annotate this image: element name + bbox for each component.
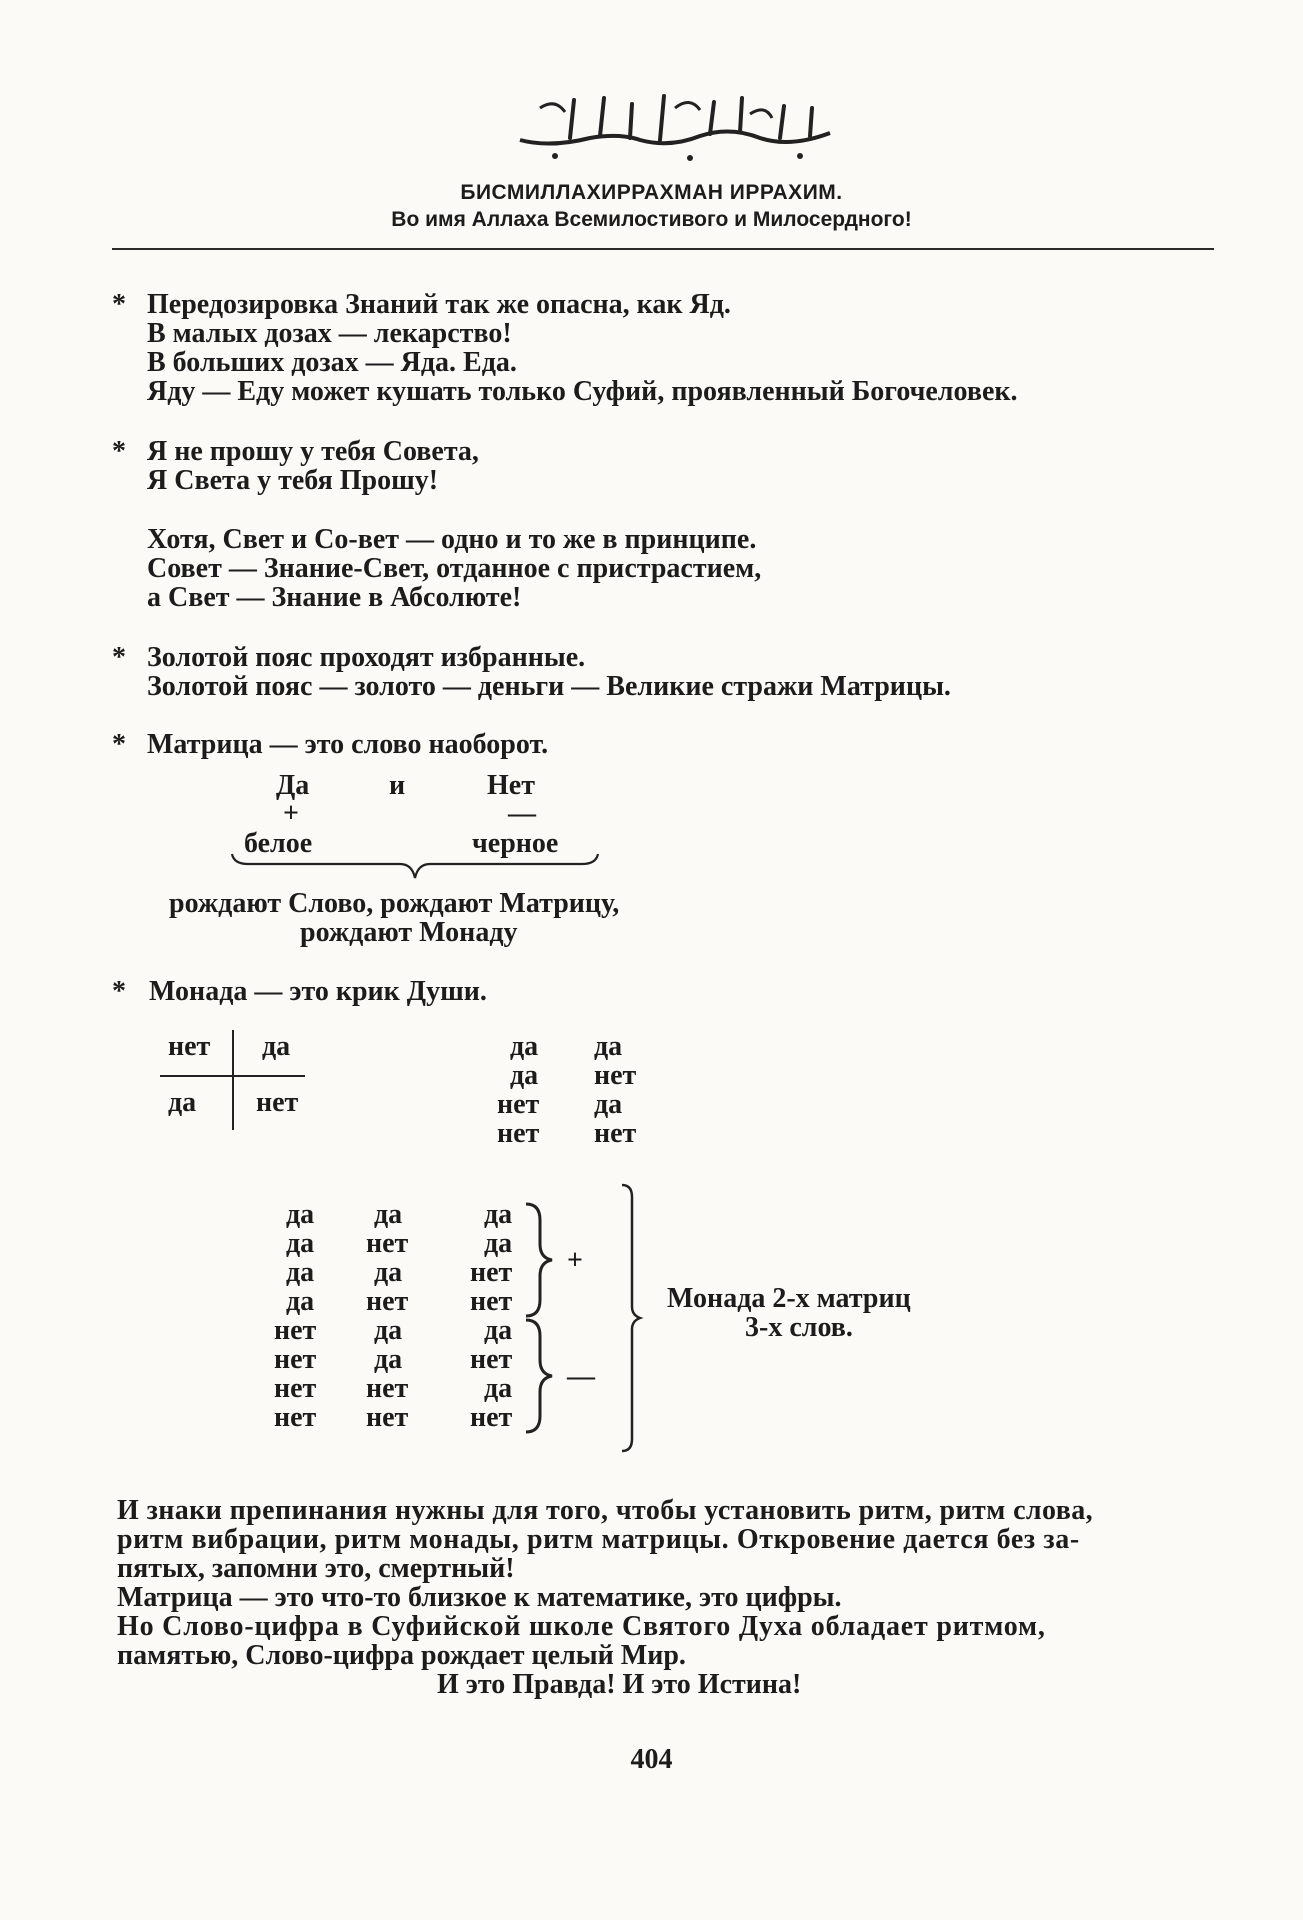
- word-white: белое: [244, 828, 313, 859]
- pair-cell: да: [594, 1089, 623, 1120]
- heading-title: БИСМИЛЛАХИРРАХМАН ИРРАХИМ.: [460, 181, 843, 204]
- triple-cell: нет: [366, 1228, 409, 1259]
- triple-cell: да: [374, 1199, 403, 1230]
- block2-line-1: Я не прошу у тебя Совета,: [147, 436, 479, 467]
- triple-cell: да: [286, 1228, 315, 1259]
- sign-plus: +: [283, 798, 299, 829]
- pair-cell: да: [510, 1060, 539, 1091]
- triple-cell: да: [484, 1228, 513, 1259]
- triple-cell: да: [286, 1257, 315, 1288]
- word-no: Нет: [487, 770, 535, 801]
- block5-result-1: рождают Слово, рождают Матрицу,: [169, 888, 620, 919]
- block4-line-1: Золотой пояс проходят избранные.: [147, 642, 586, 673]
- bullet-5: *: [112, 729, 126, 760]
- triple-cell: да: [374, 1257, 403, 1288]
- triples-label-2: 3-х слов.: [745, 1312, 853, 1343]
- heading-subtitle: Во имя Аллаха Всемилостивого и Милосердного!: [391, 208, 912, 231]
- block6-line: Монада — это крик Души.: [149, 976, 487, 1007]
- block3-line-3: а Свет — Знание в Абсолюте!: [147, 582, 522, 613]
- closing-line-3: пятых, запомни это, смертный!: [117, 1553, 515, 1584]
- triple-cell: нет: [366, 1402, 409, 1433]
- word-yes: Да: [276, 770, 310, 801]
- underbrace-icon: [230, 852, 600, 882]
- triple-cell: да: [286, 1199, 315, 1230]
- triple-cell: нет: [366, 1286, 409, 1317]
- page-number: 404: [630, 1744, 673, 1775]
- bullet-1: *: [112, 289, 126, 320]
- bullet-2: *: [112, 436, 126, 467]
- pair-cell: да: [510, 1031, 539, 1062]
- pair-cell: да: [594, 1031, 623, 1062]
- triple-cell: нет: [274, 1344, 317, 1375]
- divider: [112, 248, 1214, 250]
- triple-cell: да: [484, 1315, 513, 1346]
- triple-cell: нет: [274, 1402, 317, 1433]
- basmala-icon: [510, 78, 840, 168]
- closing-line-1: И знаки препинания нужны для того, чтобы установить ритм, ритм слова,: [117, 1495, 1094, 1526]
- triples-label-1: Монада 2-х матриц: [667, 1283, 911, 1314]
- block2-line-2: Я Света у тебя Прошу!: [147, 465, 439, 496]
- triple-cell: нет: [470, 1257, 513, 1288]
- yes-no-grid: [160, 1030, 310, 1130]
- triples-minus: —: [567, 1361, 595, 1392]
- triple-cell: нет: [274, 1373, 317, 1404]
- closing-final: И это Правда! И это Истина!: [437, 1669, 802, 1700]
- pair-cell: нет: [594, 1060, 637, 1091]
- triple-cell: да: [484, 1199, 513, 1230]
- block1-line-4: Яду — Еду может кушать только Суфий, проявленный Богочеловек.: [147, 376, 1018, 407]
- grid-cell: нет: [168, 1031, 211, 1062]
- block4-line-2: Золотой пояс — золото — деньги — Великие стражи Матрицы.: [147, 671, 951, 702]
- pair-cell: нет: [497, 1118, 540, 1149]
- brace-icon: [518, 1200, 558, 1440]
- closing-line-5: Но Слово-цифра в Суфийской школе Святого Духа обладает ритмом,: [117, 1611, 1046, 1642]
- triple-cell: нет: [470, 1402, 513, 1433]
- block3-line-1: Хотя, Свет и Со-вет — одно и то же в принципе.: [147, 524, 757, 555]
- triple-cell: да: [374, 1344, 403, 1375]
- closing-line-4: Матрица — это что-то близкое к математике, это цифры.: [117, 1582, 842, 1613]
- grid-vline: [232, 1030, 234, 1130]
- triple-cell: да: [484, 1373, 513, 1404]
- triple-cell: да: [286, 1286, 315, 1317]
- closing-line-2: ритм вибрации, ритм монады, ритм матрицы. Откровение дается без за-: [117, 1524, 1080, 1555]
- basmala-calligraphy: [510, 78, 840, 168]
- grid-cell: нет: [256, 1087, 299, 1118]
- bullet-6: *: [112, 976, 126, 1007]
- closing-line-6: памятью, Слово-цифра рождает целый Мир.: [117, 1640, 686, 1671]
- grid-cell: да: [168, 1087, 197, 1118]
- triple-cell: да: [374, 1315, 403, 1346]
- bracket-icon: [618, 1183, 658, 1453]
- bullet-4: *: [112, 642, 126, 673]
- pair-cell: нет: [497, 1089, 540, 1120]
- triple-cell: нет: [366, 1373, 409, 1404]
- block3-line-2: Совет — Знание-Свет, отданное с пристрастием,: [147, 553, 762, 584]
- grid-hline: [160, 1075, 305, 1077]
- grid-cell: да: [262, 1031, 291, 1062]
- triple-cell: нет: [470, 1286, 513, 1317]
- triples-plus: +: [567, 1245, 583, 1276]
- block5-line: Матрица — это слово наоборот.: [147, 729, 549, 760]
- block5-result-2: рождают Монаду: [300, 917, 518, 948]
- block1-line-2: В малых дозах — лекарство!: [147, 318, 512, 349]
- word-and: и: [389, 770, 406, 801]
- pair-cell: нет: [594, 1118, 637, 1149]
- triple-cell: нет: [274, 1315, 317, 1346]
- block1-line-3: В больших дозах — Яда. Еда.: [147, 347, 517, 378]
- word-black: черное: [472, 828, 559, 859]
- sign-minus: —: [508, 798, 536, 829]
- triple-cell: нет: [470, 1344, 513, 1375]
- block1-line-1: Передозировка Знаний так же опасна, как Яд.: [147, 289, 731, 320]
